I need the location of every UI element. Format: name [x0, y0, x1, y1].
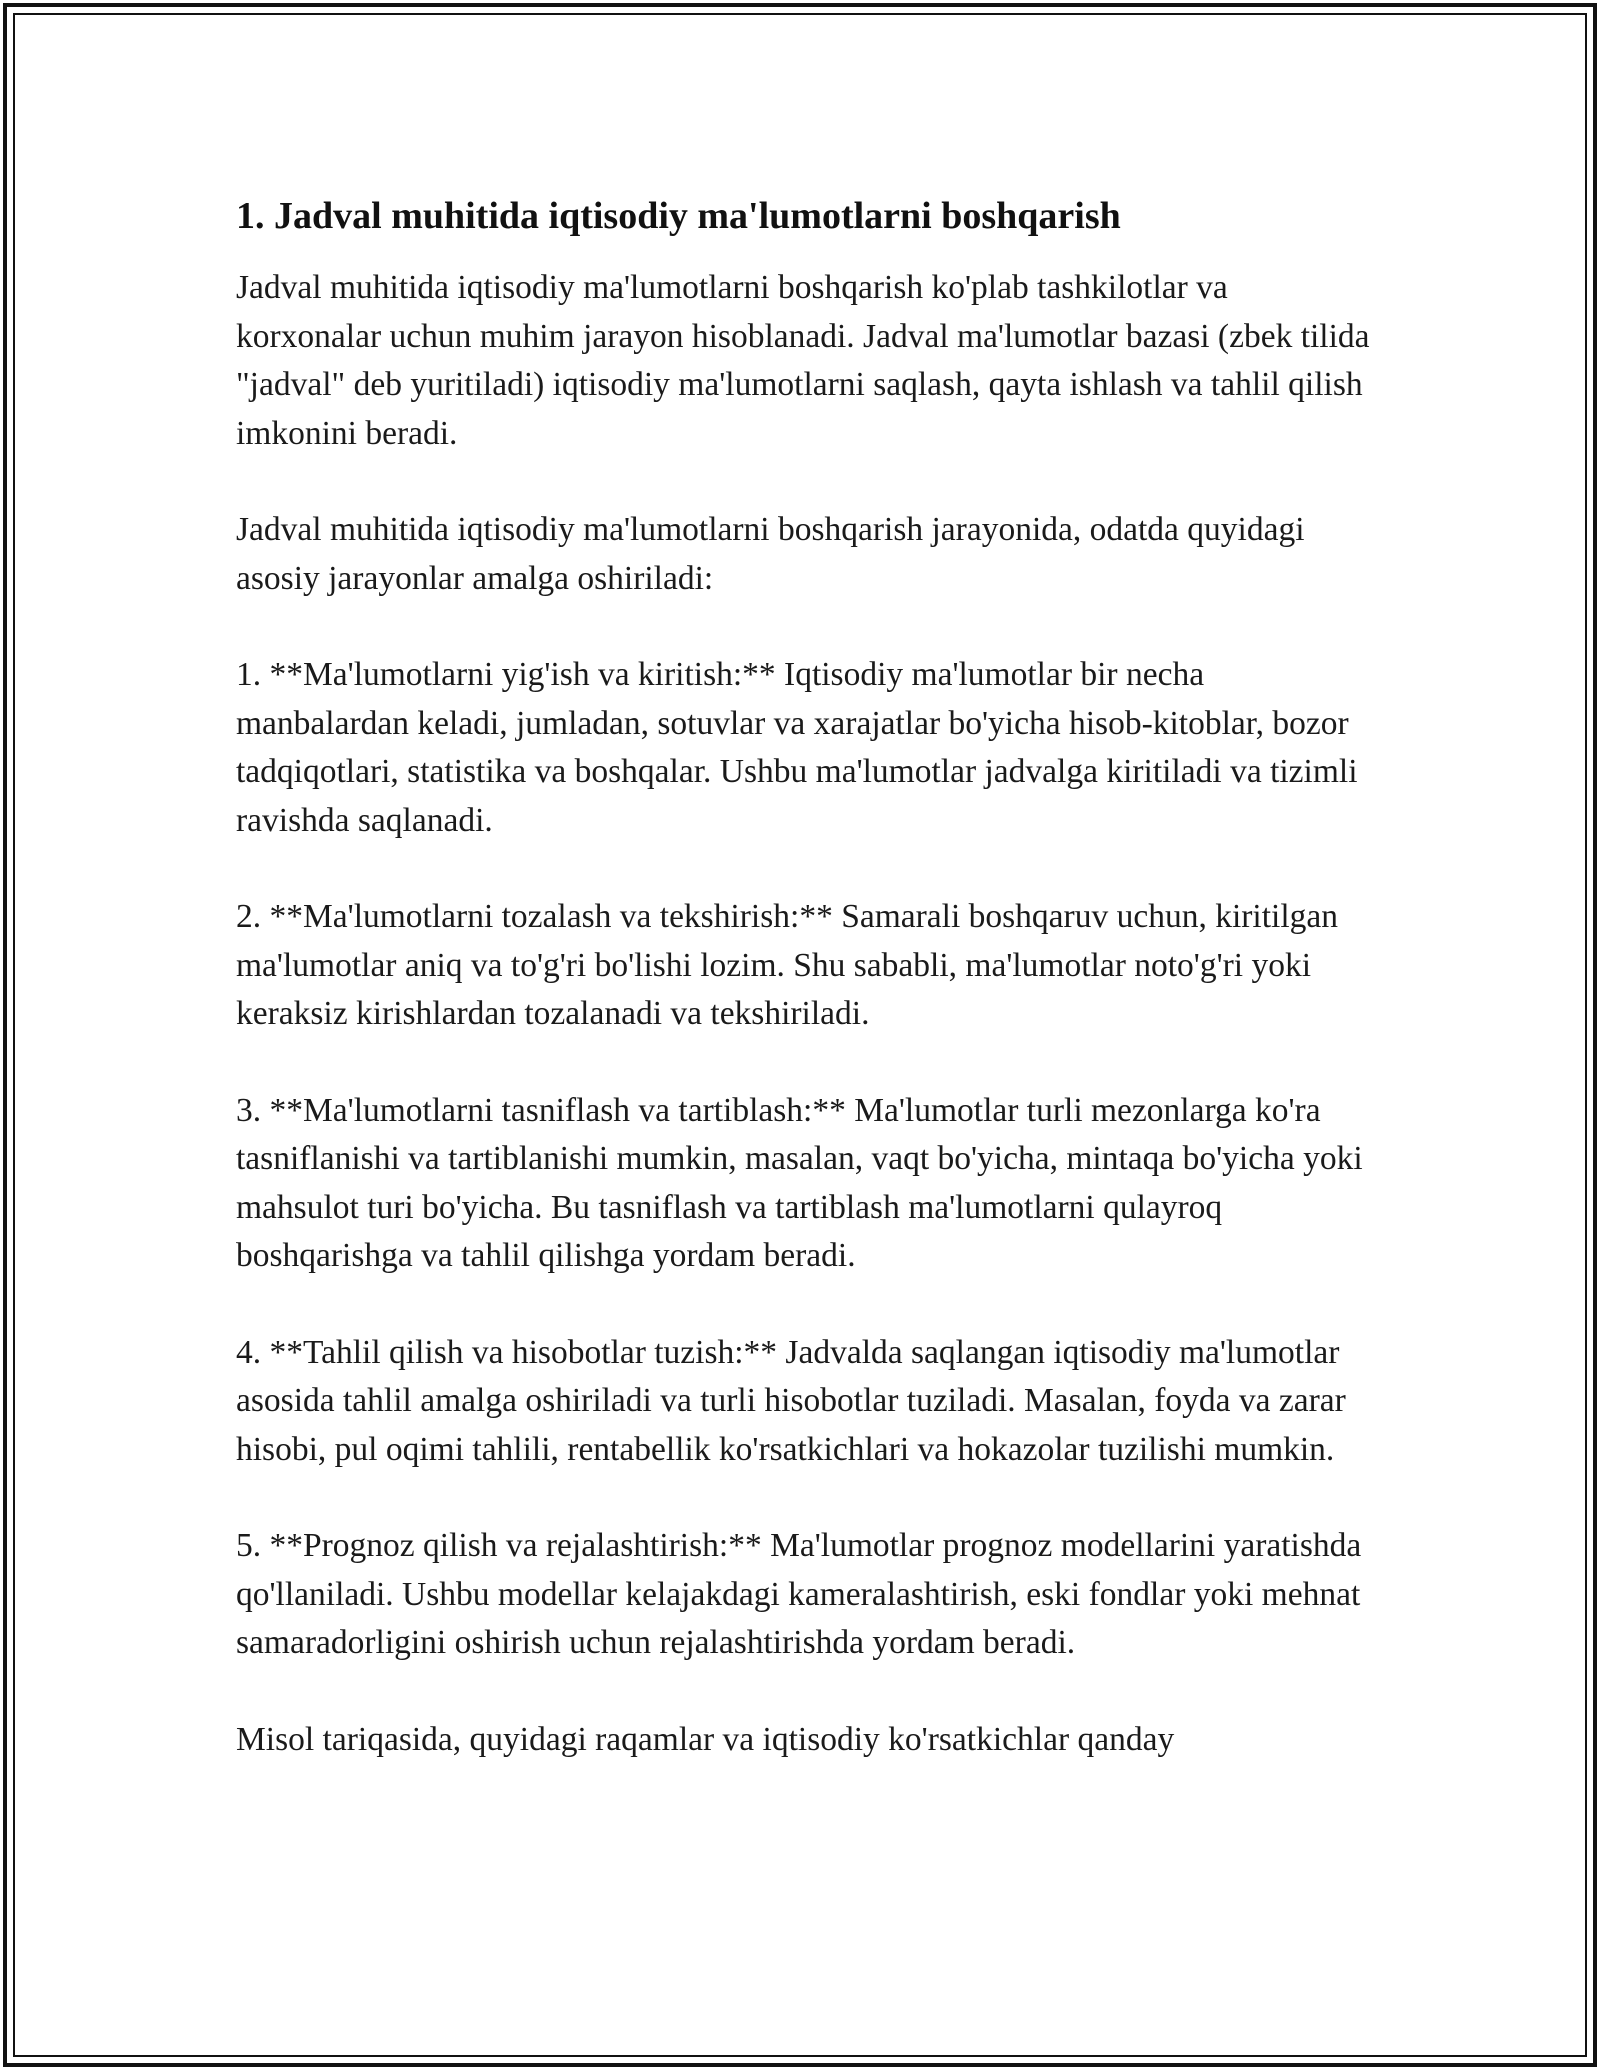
- step-4-paragraph: 4. **Tahlil qilish va hisobotlar tuzish:** Jadvalda saqlangan iqtisodiy ma'lumotlar asosida tahlil amalga oshiriladi va turli hisobotlar tuziladi. Masalan, foyda va zarar hisobi, pul oqimi tahlili, rentabellik ko'rsatkichlari va hokazolar tuzilishi mumkin.: [236, 1333, 1346, 1468]
- step-3-paragraph: 3. **Ma'lumotlarni tasniflash va tartiblash:** Ma'lumotlar turli mezonlarga ko'ra tasniflanishi va tartiblanishi mumkin, masalan, vaqt bo'yicha, mintaqa bo'yicha yoki mahsulot turi bo'yicha. Bu tasniflash va tartiblash ma'lumotlarni qulayroq boshqarishga va tahlil qilishga yordam beradi.: [236, 1091, 1363, 1274]
- example-paragraph: Misol tariqasida, quyidagi raqamlar va iqtisodiy ko'rsatkichlar qanday: [236, 1720, 1175, 1758]
- document-body: [236, 188, 1376, 1764]
- step-5-paragraph: 5. **Prognoz qilish va rejalashtirish:** Ma'lumotlar prognoz modellarini yaratishda qo'llaniladi. Ushbu modellar kelajakdagi kameralashtirish, eski fondlar yoki mehnat samaradorligini oshirish uchun rejalashtirishda yordam beradi.: [236, 1527, 1362, 1661]
- step-1-paragraph: 1. **Ma'lumotlarni yig'ish va kiritish:** Iqtisodiy ma'lumotlar bir necha manbalardan keladi, jumladan, sotuvlar va xarajatlar bo'yicha hisob-kitoblar, bozor tadqiqotlari, statistika va boshqalar. Ushbu ma'lumotlar jadvalga kiritiladi va tizimli ravishda saqlanadi.: [236, 656, 1358, 839]
- intro-paragraph: Jadval muhitida iqtisodiy ma'lumotlarni boshqarish ko'plab tashkilotlar va korxonalar uchun muhim jarayon hisoblanadi. Jadval ma'lumotlar bazasi (zbek tilida "jadval" deb yuritiladi) iqtisodiy ma'lumotlarni saqlash, qayta ishlash va tahlil qilish imkonini beradi.: [236, 269, 1370, 452]
- step-2-paragraph: 2. **Ma'lumotlarni tozalash va tekshirish:** Samarali boshqaruv uchun, kiritilgan ma'lumotlar aniq va to'g'ri bo'lishi lozim. Shu sababli, ma'lumotlar noto'g'ri yoki keraksiz kirishlardan tozalanadi va tekshiriladi.: [236, 898, 1339, 1032]
- document-heading: 1. Jadval muhitida iqtisodiy ma'lumotlarni boshqarish: [236, 195, 1121, 237]
- process-intro-paragraph: Jadval muhitida iqtisodiy ma'lumotlarni boshqarish jarayonida, odatda quyidagi asosiy jarayonlar amalga oshiriladi:: [236, 511, 1305, 597]
